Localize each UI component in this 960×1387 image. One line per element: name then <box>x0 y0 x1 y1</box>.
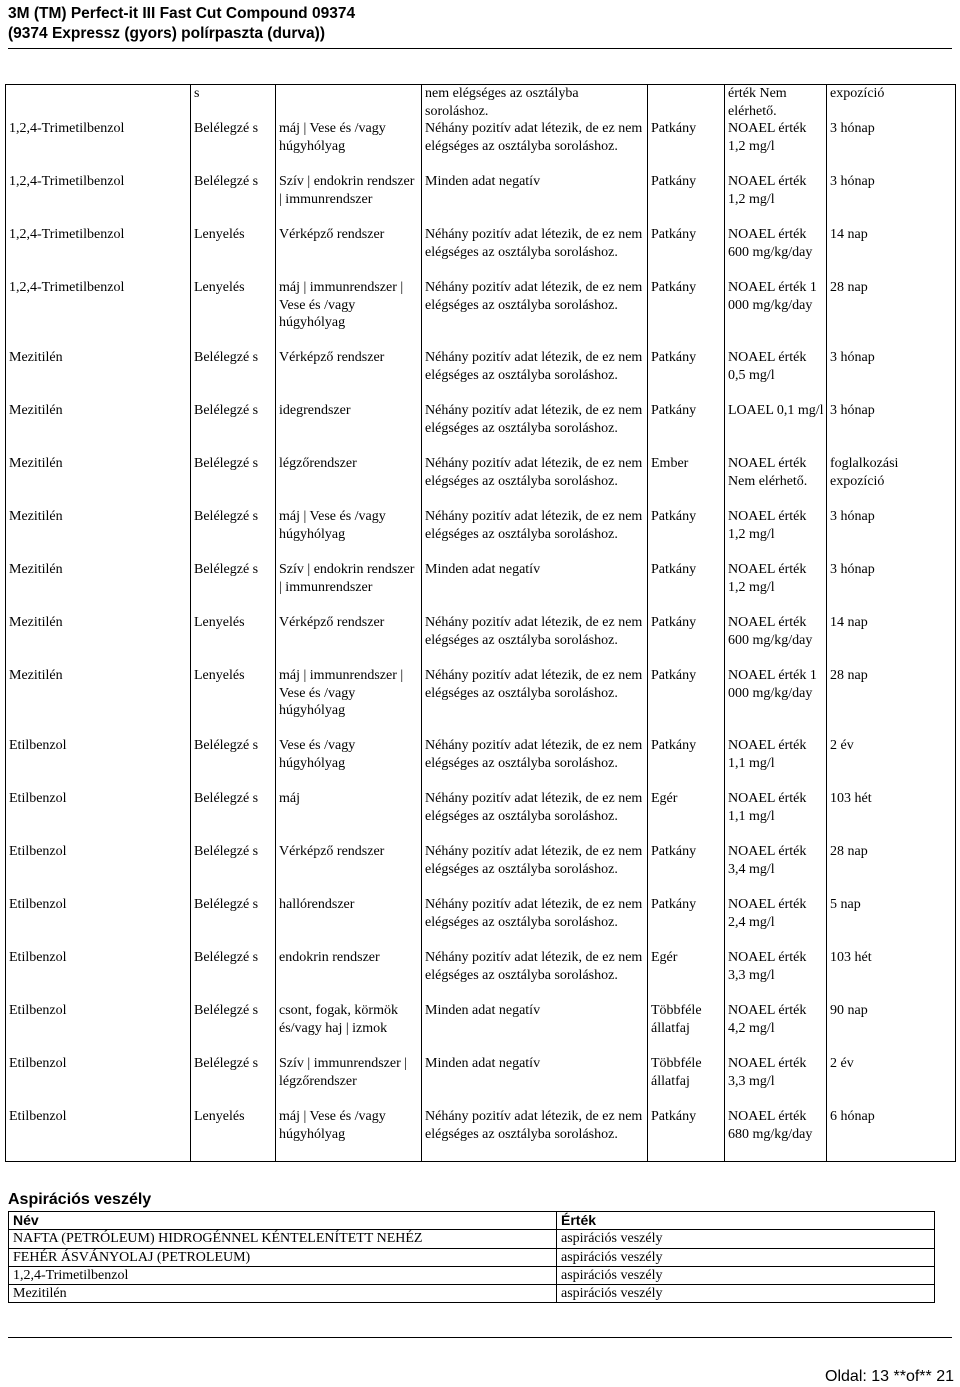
cell-substance: Etilbenzol <box>6 737 191 790</box>
cell-species: Patkány <box>648 737 725 790</box>
cell-species <box>648 85 725 121</box>
cell-duration: 3 hónap <box>827 402 956 455</box>
cell-value: NOAEL érték 600 mg/kg/day <box>725 614 827 667</box>
cell-organ: hallórendszer <box>276 896 422 949</box>
cell-organ: máj <box>276 790 422 843</box>
cell-organ: légzőrendszer <box>276 455 422 508</box>
cell-organ: Szív | endokrin rendszer | immunrendszer <box>276 173 422 226</box>
cell-organ: Vérképző rendszer <box>276 843 422 896</box>
aspiration-row <box>9 1285 935 1303</box>
table-row <box>6 173 956 226</box>
table-row <box>6 279 956 349</box>
cell-route: Lenyelés <box>191 279 276 349</box>
cell-substance: Etilbenzol <box>6 949 191 1002</box>
cell-substance: Mezitilén <box>6 508 191 561</box>
table-row <box>6 1055 956 1108</box>
table-row <box>6 402 956 455</box>
cell-organ: Vérképző rendszer <box>276 349 422 402</box>
cell-species: Ember <box>648 455 725 508</box>
cell-substance: Etilbenzol <box>6 896 191 949</box>
cell-result: Néhány pozitív adat létezik, de ez nem elégséges az osztályba soroláshoz. <box>422 614 648 667</box>
cell-value: NOAEL érték 3,3 mg/l <box>725 1055 827 1108</box>
cell-route: Lenyelés <box>191 1108 276 1162</box>
cell-route: Belélegzé s <box>191 120 276 173</box>
table-row <box>6 896 956 949</box>
cell-value: NOAEL érték 0,5 mg/l <box>725 349 827 402</box>
cell-result: Néhány pozitív adat létezik, de ez nem elégséges az osztályba soroláshoz. <box>422 949 648 1002</box>
cell-result: Néhány pozitív adat létezik, de ez nem elégséges az osztályba soroláshoz. <box>422 896 648 949</box>
cell-route: Belélegzé s <box>191 843 276 896</box>
cell-duration: 3 hónap <box>827 120 956 173</box>
cell-substance <box>6 85 191 121</box>
cell-route: Belélegzé s <box>191 896 276 949</box>
cell-substance: Etilbenzol <box>6 1002 191 1055</box>
cell-result: Néhány pozitív adat létezik, de ez nem elégséges az osztályba soroláshoz. <box>422 226 648 279</box>
cell-species: Patkány <box>648 349 725 402</box>
cell-route: Belélegzé s <box>191 949 276 1002</box>
cell-route: s <box>191 85 276 121</box>
cell-duration: 3 hónap <box>827 349 956 402</box>
cell-route: Belélegzé s <box>191 790 276 843</box>
cell-result: nem elégséges az osztályba soroláshoz. <box>422 85 648 121</box>
cell-substance: Mezitilén <box>6 402 191 455</box>
doc-title-line2: (9374 Expressz (gyors) polírpaszta (durva)) <box>8 25 325 42</box>
document-header <box>8 4 952 56</box>
cell-value: NOAEL érték 3,4 mg/l <box>725 843 827 896</box>
cell-substance: Mezitilén <box>6 349 191 402</box>
cell-route: Belélegzé s <box>191 1055 276 1108</box>
cell-duration: 14 nap <box>827 226 956 279</box>
cell-duration: 2 év <box>827 1055 956 1108</box>
table-row <box>6 85 956 121</box>
stot-repeated-exposure-table <box>5 84 956 1162</box>
table-row <box>6 949 956 1002</box>
cell-substance: 1,2,4-Trimetilbenzol <box>6 279 191 349</box>
cell-substance: Etilbenzol <box>6 843 191 896</box>
table-row <box>6 667 956 737</box>
cell-substance: Mezitilén <box>6 667 191 737</box>
cell-route: Belélegzé s <box>191 402 276 455</box>
aspiration-header-row <box>9 1212 935 1230</box>
cell-value: NOAEL érték 4,2 mg/l <box>725 1002 827 1055</box>
aspiration-row <box>9 1266 935 1284</box>
cell-duration: 28 nap <box>827 843 956 896</box>
cell-value: NOAEL érték 1,2 mg/l <box>725 173 827 226</box>
cell-value: NOAEL érték 3,3 mg/l <box>725 949 827 1002</box>
cell-value: NOAEL érték 1,2 mg/l <box>725 561 827 614</box>
aspiration-col-value: Érték <box>557 1212 935 1230</box>
cell-route: Belélegzé s <box>191 561 276 614</box>
cell-result: Minden adat negatív <box>422 1002 648 1055</box>
cell-species: Egér <box>648 790 725 843</box>
header-rule <box>8 48 952 49</box>
table-row <box>6 120 956 173</box>
cell-organ: Vérképző rendszer <box>276 614 422 667</box>
table-row <box>6 1002 956 1055</box>
cell-result: Néhány pozitív adat létezik, de ez nem elégséges az osztályba soroláshoz. <box>422 349 648 402</box>
cell-duration: 3 hónap <box>827 173 956 226</box>
cell-duration: 28 nap <box>827 279 956 349</box>
cell-result: Minden adat negatív <box>422 561 648 614</box>
cell-value: NOAEL érték 1 000 mg/kg/day <box>725 667 827 737</box>
cell-value: NOAEL érték 680 mg/kg/day <box>725 1108 827 1162</box>
cell-species: Többféle állatfaj <box>648 1002 725 1055</box>
cell-duration: 103 hét <box>827 949 956 1002</box>
cell-duration: 2 év <box>827 737 956 790</box>
cell-route: Belélegzé s <box>191 737 276 790</box>
cell-route: Lenyelés <box>191 614 276 667</box>
cell-duration: 6 hónap <box>827 1108 956 1162</box>
cell-substance: Mezitilén <box>6 561 191 614</box>
cell-species: Patkány <box>648 508 725 561</box>
cell-result: Minden adat negatív <box>422 173 648 226</box>
cell-organ: csont, fogak, körmök és/vagy haj | izmok <box>276 1002 422 1055</box>
cell-value: NOAEL érték 1,1 mg/l <box>725 737 827 790</box>
cell-species: Patkány <box>648 896 725 949</box>
aspiration-row <box>9 1230 935 1248</box>
cell-organ: máj | Vese és /vagy húgyhólyag <box>276 508 422 561</box>
cell-organ: máj | immunrendszer | Vese és /vagy húgyhólyag <box>276 279 422 349</box>
aspiration-cell-name: 1,2,4-Trimetilbenzol <box>9 1266 557 1284</box>
cell-species: Patkány <box>648 667 725 737</box>
cell-route: Belélegzé s <box>191 173 276 226</box>
cell-duration: 3 hónap <box>827 508 956 561</box>
aspiration-cell-value: aspirációs veszély <box>557 1248 935 1266</box>
aspiration-hazard-heading: Aspirációs veszély <box>8 1191 152 1208</box>
page-number: Oldal: 13 **of** 21 <box>825 1368 954 1385</box>
cell-organ: Vese és /vagy húgyhólyag <box>276 737 422 790</box>
table-row <box>6 614 956 667</box>
cell-route: Belélegzé s <box>191 508 276 561</box>
cell-value: LOAEL 0,1 mg/l <box>725 402 827 455</box>
table-row <box>6 226 956 279</box>
cell-result: Néhány pozitív adat létezik, de ez nem elégséges az osztályba soroláshoz. <box>422 737 648 790</box>
cell-species: Patkány <box>648 279 725 349</box>
cell-organ: máj | Vese és /vagy húgyhólyag <box>276 120 422 173</box>
stot-table-body <box>6 85 956 1162</box>
cell-substance: Etilbenzol <box>6 790 191 843</box>
table-row <box>6 508 956 561</box>
cell-value: NOAEL érték 600 mg/kg/day <box>725 226 827 279</box>
cell-route: Belélegzé s <box>191 1002 276 1055</box>
cell-organ: Szív | endokrin rendszer | immunrendszer <box>276 561 422 614</box>
cell-value: NOAEL érték 1 000 mg/kg/day <box>725 279 827 349</box>
doc-title-line1: 3M (TM) Perfect-it III Fast Cut Compound 09374 <box>8 5 356 22</box>
cell-species: Patkány <box>648 173 725 226</box>
cell-result: Néhány pozitív adat létezik, de ez nem elégséges az osztályba soroláshoz. <box>422 120 648 173</box>
cell-duration: foglalkozási expozíció <box>827 455 956 508</box>
table-row <box>6 790 956 843</box>
cell-organ: Szív | immunrendszer | légzőrendszer <box>276 1055 422 1108</box>
cell-species: Patkány <box>648 561 725 614</box>
cell-duration: 5 nap <box>827 896 956 949</box>
cell-result: Minden adat negatív <box>422 1055 648 1108</box>
cell-substance: Etilbenzol <box>6 1108 191 1162</box>
cell-species: Többféle állatfaj <box>648 1055 725 1108</box>
cell-result: Néhány pozitív adat létezik, de ez nem elégséges az osztályba soroláshoz. <box>422 667 648 737</box>
cell-route: Lenyelés <box>191 226 276 279</box>
cell-duration: 103 hét <box>827 790 956 843</box>
cell-species: Egér <box>648 949 725 1002</box>
table-row <box>6 737 956 790</box>
cell-result: Néhány pozitív adat létezik, de ez nem elégséges az osztályba soroláshoz. <box>422 1108 648 1162</box>
cell-duration: 3 hónap <box>827 561 956 614</box>
table-row <box>6 455 956 508</box>
cell-value: NOAEL érték Nem elérhető. <box>725 455 827 508</box>
cell-route: Belélegzé s <box>191 349 276 402</box>
cell-route: Belélegzé s <box>191 455 276 508</box>
cell-duration: 14 nap <box>827 614 956 667</box>
cell-result: Néhány pozitív adat létezik, de ez nem elégséges az osztályba soroláshoz. <box>422 455 648 508</box>
aspiration-table-body <box>9 1230 935 1303</box>
cell-organ: Vérképző rendszer <box>276 226 422 279</box>
cell-route: Lenyelés <box>191 667 276 737</box>
aspiration-cell-value: aspirációs veszély <box>557 1285 935 1303</box>
cell-organ: idegrendszer <box>276 402 422 455</box>
cell-organ: máj | immunrendszer | Vese és /vagy húgyhólyag <box>276 667 422 737</box>
cell-result: Néhány pozitív adat létezik, de ez nem elégséges az osztályba soroláshoz. <box>422 279 648 349</box>
cell-organ: máj | Vese és /vagy húgyhólyag <box>276 1108 422 1162</box>
cell-substance: Mezitilén <box>6 614 191 667</box>
aspiration-cell-name: NAFTA (PETRÓLEUM) HIDROGÉNNEL KÉNTELENÍTETT NEHÉZ <box>9 1230 557 1248</box>
cell-result: Néhány pozitív adat létezik, de ez nem elégséges az osztályba soroláshoz. <box>422 402 648 455</box>
footer-rule <box>8 1337 952 1338</box>
cell-substance: Mezitilén <box>6 455 191 508</box>
table-row <box>6 561 956 614</box>
cell-substance: Etilbenzol <box>6 1055 191 1108</box>
cell-substance: 1,2,4-Trimetilbenzol <box>6 173 191 226</box>
table-row <box>6 349 956 402</box>
cell-value: NOAEL érték 1,2 mg/l <box>725 120 827 173</box>
cell-species: Patkány <box>648 843 725 896</box>
cell-organ <box>276 85 422 121</box>
cell-result: Néhány pozitív adat létezik, de ez nem elégséges az osztályba soroláshoz. <box>422 790 648 843</box>
table-row <box>6 1108 956 1162</box>
cell-duration: 28 nap <box>827 667 956 737</box>
cell-value: NOAEL érték 1,2 mg/l <box>725 508 827 561</box>
table-row <box>6 843 956 896</box>
cell-species: Patkány <box>648 402 725 455</box>
cell-value: érték Nem elérhető. <box>725 85 827 121</box>
cell-value: NOAEL érték 2,4 mg/l <box>725 896 827 949</box>
cell-value: NOAEL érték 1,1 mg/l <box>725 790 827 843</box>
cell-result: Néhány pozitív adat létezik, de ez nem elégséges az osztályba soroláshoz. <box>422 508 648 561</box>
aspiration-row <box>9 1248 935 1266</box>
aspiration-cell-name: FEHÉR ÁSVÁNYOLAJ (PETROLEUM) <box>9 1248 557 1266</box>
cell-species: Patkány <box>648 1108 725 1162</box>
cell-substance: 1,2,4-Trimetilbenzol <box>6 120 191 173</box>
aspiration-cell-name: Mezitilén <box>9 1285 557 1303</box>
aspiration-col-name: Név <box>9 1212 557 1230</box>
cell-species: Patkány <box>648 614 725 667</box>
cell-result: Néhány pozitív adat létezik, de ez nem elégséges az osztályba soroláshoz. <box>422 843 648 896</box>
cell-species: Patkány <box>648 120 725 173</box>
cell-organ: endokrin rendszer <box>276 949 422 1002</box>
aspiration-cell-value: aspirációs veszély <box>557 1266 935 1284</box>
cell-substance: 1,2,4-Trimetilbenzol <box>6 226 191 279</box>
aspiration-cell-value: aspirációs veszély <box>557 1230 935 1248</box>
cell-duration: expozíció <box>827 85 956 121</box>
cell-species: Patkány <box>648 226 725 279</box>
cell-duration: 90 nap <box>827 1002 956 1055</box>
aspiration-hazard-table <box>8 1211 935 1303</box>
